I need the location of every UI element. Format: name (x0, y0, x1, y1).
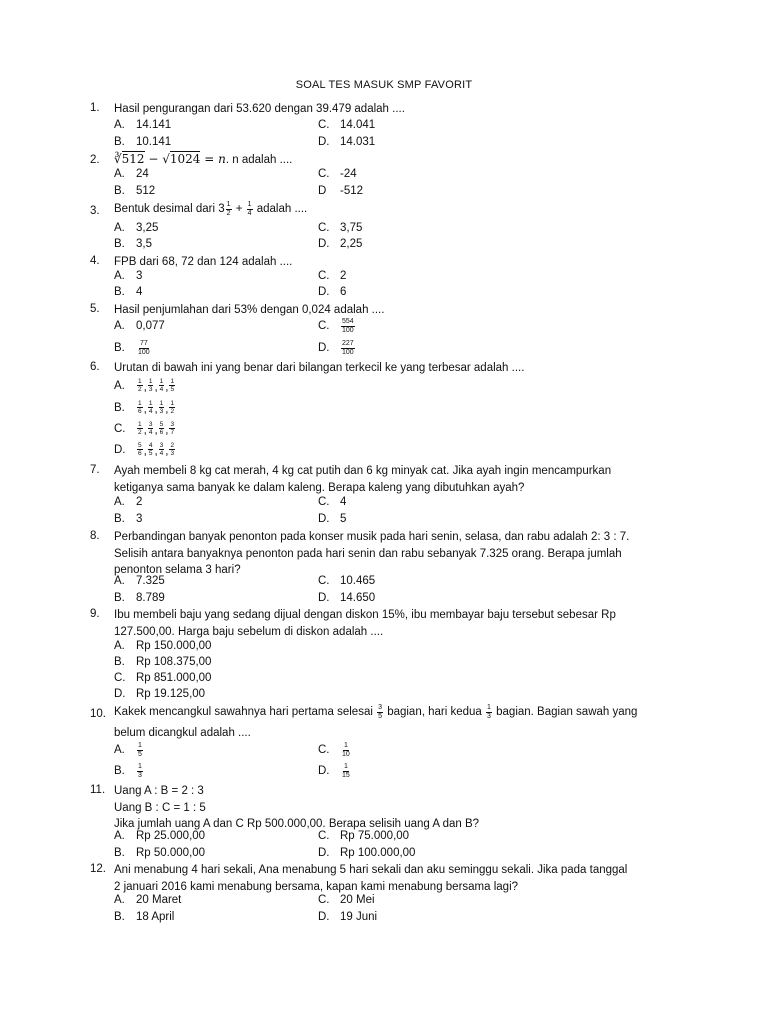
fraction: $\frac{4}{5}$ (148, 442, 153, 457)
option-a: A. Rp 25.000,00 (114, 830, 206, 842)
option-a: A. 24 (114, 168, 149, 180)
question-text: Hasil penjumlahan dari 53% dengan 0,024 adalah .... (114, 304, 385, 316)
question-text: ∛512 − √1024 = n. n adalah .... (114, 152, 293, 166)
question-text: Ani menabung 4 hari sekali, Ana menabung 5 hari sekali dan aku seminggu sekali. Jika pada tanggal 2 januari 2016 kami menabung bersama, kapan kami menabung bersama lagi? (114, 864, 628, 893)
option-c: C. Rp 851.000,00 (114, 672, 212, 684)
fraction: $\frac{1}{3}$ (159, 400, 164, 415)
question-number: 11. (90, 784, 106, 796)
question-text: Ayah membeli 8 kg cat merah, 4 kg cat putih dan 6 kg minyak cat. Jika ayah ingin mencampurkan ketiganya sama banyak ke dalam kaleng. Berapa kaleng yang dibutuhkan ayah? (114, 465, 612, 494)
question-text: Hasil pengurangan dari 53.620 dengan 39.479 adalah .... (114, 103, 405, 115)
option-a: A. Rp 150.000,00 (114, 640, 212, 652)
option-a: A. 20 Maret (114, 894, 182, 906)
question-text: Urutan di bawah ini yang benar dari bilangan terkecil ke yang terbesar adalah .... (114, 362, 525, 374)
fraction: $\frac{1}{6}$ (138, 400, 142, 415)
option-d: D. $\frac{227}{100}$ (318, 340, 354, 356)
option-b: B. 18 April (114, 911, 175, 923)
question-number: 8. (90, 530, 100, 542)
option-b: B. Rp 108.375,00 (114, 656, 212, 668)
option-b: B. 512 (114, 185, 156, 197)
question-number: 9. (90, 608, 100, 620)
option-a: A. 3,25 (114, 222, 159, 234)
question-number: 12. (90, 863, 106, 875)
option-a: A. 0,077 (114, 320, 165, 332)
option-c: C. $\frac{1}{2}$ , $\frac{3}{4}$ , $\frac{5}{6}$ , $\frac{3}{7}$ (114, 421, 175, 436)
fraction: $\frac{1}{2}$ (138, 378, 142, 393)
option-b: B. 3,5 (114, 238, 152, 250)
question-text: FPB dari 68, 72 dan 124 adalah .... (114, 256, 293, 268)
fraction: $\frac{1}{5}$ (170, 378, 175, 393)
question-number: 10. (90, 708, 106, 720)
option-c: C. -24 (318, 168, 357, 180)
option-d: D. 5 (318, 513, 347, 525)
option-a: A. 14.141 (114, 119, 172, 131)
option-b: B. 4 (114, 286, 143, 298)
page-title: SOAL TES MASUK SMP FAVORIT (295, 79, 473, 91)
option-d: D. 6 (318, 286, 347, 298)
fraction: $\frac{1}{4}$ (148, 400, 153, 415)
question-text: Kakek mencangkul sawahnya hari pertama selesai $\frac{3}{5}$ bagian, hari kedua $\frac{1}{3}$ bagian. Bagian sawah yang belum dicangkul adalah .... (114, 704, 638, 739)
question-text: Ibu membeli baju yang sedang dijual dengan diskon 15%, ibu membayar baju tersebut sebesar Rp 127.500,00. Harga baju sebelum di diskon adalah .... (114, 609, 616, 638)
fraction: $\frac{3}{4}$ (159, 442, 164, 457)
option-b: B. 3 (114, 513, 143, 525)
option-d: D. $\frac{1}{15}$ (318, 763, 350, 779)
option-a: A. 2 (114, 496, 143, 508)
fraction: $\frac{5}{6}$ (138, 442, 142, 457)
fraction: $\frac{3}{7}$ (170, 421, 175, 436)
option-c: C. 4 (318, 496, 347, 508)
option-d: D. 19 Juni (318, 911, 378, 923)
fraction: $\frac{2}{3}$ (170, 442, 175, 457)
option-d: D. $\frac{5}{6}$ , $\frac{4}{5}$ , $\frac{3}{4}$ , $\frac{2}{3}$ (114, 442, 175, 457)
option-c: C. $\frac{554}{100}$ (318, 318, 354, 334)
option-a: A. 3 (114, 270, 143, 282)
option-b: B. $\frac{77}{100}$ (114, 340, 150, 356)
question-number: 5. (90, 303, 100, 315)
option-c: C. 14.041 (318, 119, 376, 131)
option-d: D. Rp 100.000,00 (318, 847, 416, 859)
option-b: B. 8.789 (114, 592, 165, 604)
question-text: Bentuk desimal dari 3 $\frac{1}{2}$ + $\frac{1}{4}$ adalah .... (114, 201, 308, 217)
option-a: A. 7.325 (114, 575, 165, 587)
option-c: C. 10.465 (318, 575, 376, 587)
option-b: B. 10.141 (114, 136, 172, 148)
option-d: D. 14.650 (318, 592, 376, 604)
option-b: B. Rp 50.000,00 (114, 847, 206, 859)
option-c: C. 2 (318, 270, 347, 282)
fraction: $\frac{1}{4}$ (159, 378, 164, 393)
option-c: C. Rp 75.000,00 (318, 830, 410, 842)
question-number: 7. (90, 464, 100, 476)
option-a: A. $\frac{1}{2}$ , $\frac{1}{3}$ , $\frac{1}{4}$ , $\frac{1}{5}$ (114, 378, 175, 393)
option-a: A. $\frac{1}{5}$ (114, 742, 142, 758)
option-c: C. 20 Mei (318, 894, 375, 906)
option-c: C. 3,75 (318, 222, 363, 234)
option-d: D -512 (318, 185, 364, 197)
fraction: $\frac{1}{3}$ (148, 378, 153, 393)
option-d: D. 14.031 (318, 136, 376, 148)
question-text: Uang A : B = 2 : 3 Uang B : C = 1 : 5 Jika jumlah uang A dan C Rp 500.000,00. Berapa selisih uang A dan B? (114, 785, 480, 830)
question-text: Perbandingan banyak penonton pada konser musik pada hari senin, selasa, dan rabu adalah 2: 3 : 7. Selisih antara banyaknya penonton pada hari senin dan rabu sebanyak 7.325 orang. Berapa jumlah penonton selama 3 hari? (114, 531, 630, 576)
option-d: D. Rp 19.125,00 (114, 688, 206, 700)
fraction: $\frac{1}{2}$ (170, 400, 175, 415)
question-number: 1. (90, 102, 100, 114)
option-d: D. 2,25 (318, 238, 363, 250)
option-b: B. $\frac{1}{6}$ , $\frac{1}{4}$ , $\frac{1}{3}$ , $\frac{1}{2}$ (114, 400, 175, 415)
option-c: C. $\frac{1}{10}$ (318, 742, 350, 758)
fraction: $\frac{5}{6}$ (159, 421, 164, 436)
question-number: 3. (90, 205, 100, 217)
fraction: $\frac{1}{2}$ (138, 421, 142, 436)
fraction: $\frac{3}{4}$ (148, 421, 153, 436)
question-number: 4. (90, 255, 100, 267)
question-number: 6. (90, 361, 100, 373)
option-b: B. $\frac{1}{3}$ (114, 763, 142, 779)
question-number: 2. (90, 154, 100, 166)
